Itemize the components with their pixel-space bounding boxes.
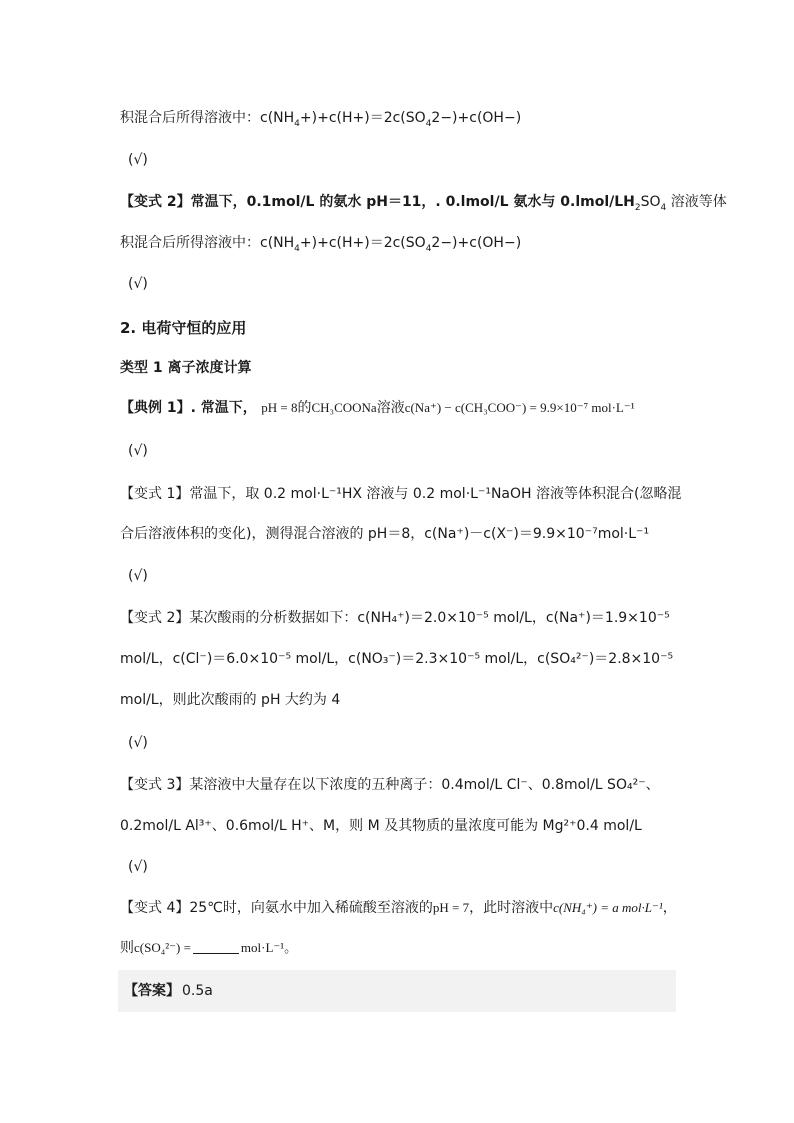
text: 积混合后所得溶液中：c(NH: [120, 235, 295, 251]
check-mark: (√): [128, 276, 148, 292]
variant-1-line-b: 合后溶液体积的变化)，测得混合溶液的 pH＝8，c(Na⁺)－c(X⁻)＝9.9×10⁻⁷mol·L⁻¹: [120, 526, 650, 542]
text: SO: [640, 194, 661, 210]
variant-2b-line-b: mol/L，c(Cl⁻)＝6.0×10⁻⁵ mol/L，c(NO₃⁻)＝2.3×10⁻⁵ mol/L，c(SO₄²⁻)＝2.8×10⁻⁵: [120, 651, 674, 667]
text: 【变式 4】25℃时，向氨水中加入稀硫酸至溶液的: [120, 900, 433, 916]
text: ，此时溶液中: [469, 900, 554, 916]
text: 2−)+c(OH−): [431, 235, 522, 251]
answer-blank: [193, 953, 239, 954]
text: +)+c(H+)＝2c(SO: [299, 235, 426, 251]
text: 【典例 1】. 常温下，: [120, 400, 257, 416]
text: +)+c(H+)＝2c(SO: [299, 110, 426, 126]
equation-line-1: 积混合后所得溶液中：$c(NH_4+)+c(H+)=2c(SO_42-)+c(OH-)$: [120, 110, 522, 129]
formula: c(NH₄⁺) = a mol·L⁻¹: [553, 900, 663, 915]
variant-4-line-a: [120, 898, 677, 918]
text: 的: [297, 400, 312, 416]
answer-label: 【答案】: [124, 983, 180, 999]
equation-line-2: 积混合后所得溶液中：$c(NH_4+)+c(H+)=2c(SO_42-)+c(OH-)$: [120, 235, 522, 254]
variant-2b-line-a: 【变式 2】某次酸雨的分析数据如下：c(NH₄⁺)＝2.0×10⁻⁵ mol/L，c(Na⁺)＝1.9×10⁻⁵: [120, 610, 670, 626]
check-mark: (√): [128, 152, 148, 168]
text: 【变式 2】常温下，0.1mol/L 的氨水 pH＝11，. 0.lmol/L 氨水与 0.lmol/LH: [120, 194, 635, 210]
check-mark: (√): [128, 859, 148, 875]
formula: CH₃COONa: [311, 400, 377, 415]
check-mark: (√): [128, 443, 148, 459]
formula: c(SO₄²⁻) =: [134, 940, 191, 955]
text: ，: [662, 900, 677, 916]
section-heading: 2. 电荷守恒的应用: [120, 319, 247, 337]
type-heading: 类型 1 离子浓度计算: [120, 360, 252, 376]
answer-value: 0.5a: [182, 983, 213, 999]
formula: pH = 8: [261, 400, 298, 415]
formula: c(Na⁺) − c(CH₃COO⁻) = 9.9×10⁻⁷ mol·L⁻¹: [404, 400, 635, 415]
example-1: [120, 398, 635, 418]
answer-box: [118, 970, 676, 1012]
variant-3-line-a: 【变式 3】某溶液中大量存在以下浓度的五种离子：0.4mol/L Cl⁻、0.8mol/L SO₄²⁻、: [120, 777, 660, 793]
text: 2−)+c(OH−): [431, 110, 522, 126]
formula: mol·L⁻¹。: [240, 940, 298, 955]
variant-2-title: 【变式 2】常温下，0.1mol/L 的氨水 pH＝11，. 0.lmol/L 氨水与 $0.lmol/LH_2SO_4$ 溶液等体: [120, 194, 727, 213]
text: 溶液等体: [670, 194, 727, 210]
text: 积混合后所得溶液中：c(NH: [120, 110, 295, 126]
check-mark: (√): [128, 568, 148, 584]
variant-3-line-b: 0.2mol/L Al³⁺、0.6mol/L H⁺、M，则 M 及其物质的量浓度可能为 Mg²⁺0.4 mol/L: [120, 818, 642, 834]
text: 则: [120, 940, 134, 956]
formula: pH = 7: [432, 900, 470, 915]
check-mark: (√): [128, 735, 148, 751]
variant-2b-line-c: mol/L，则此次酸雨的 pH 大约为 4: [120, 692, 341, 708]
variant-4-line-b: [120, 938, 297, 958]
variant-1-line-a: 【变式 1】常温下，取 0.2 mol·L⁻¹HX 溶液与 0.2 mol·L⁻¹NaOH 溶液等体积混合(忽略混: [120, 486, 682, 502]
text: 溶液: [376, 400, 405, 416]
